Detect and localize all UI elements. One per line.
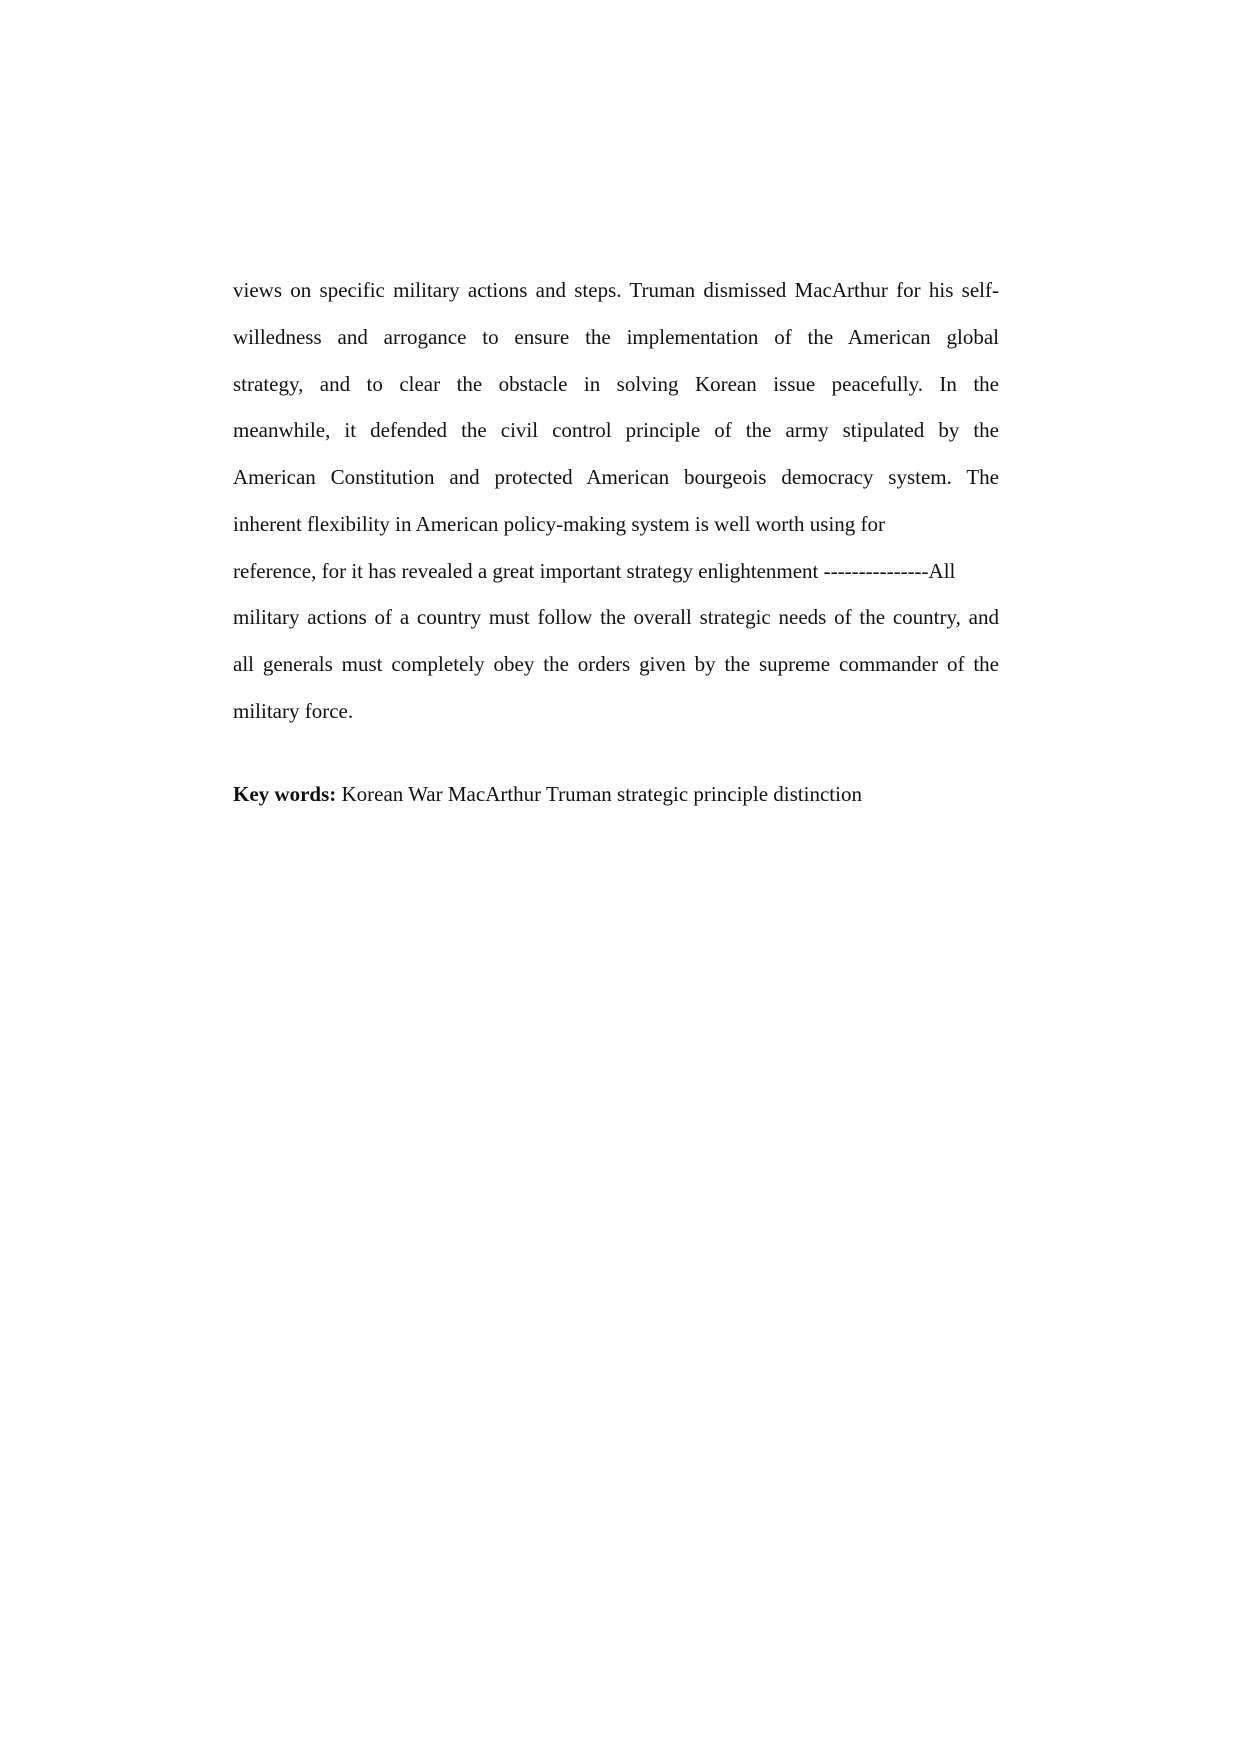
paragraph-line: willedness and arrogance to ensure the implementation of the American global: [233, 324, 999, 349]
paragraph-line: all generals must completely obey the orders given by the supreme commander of the: [233, 652, 999, 676]
paragraph-line: American Constitution and protected American bourgeois democracy system. The: [233, 465, 999, 489]
paragraph-line: military force.: [233, 698, 354, 723]
paragraph-line: inherent flexibility in American policy-making system is well worth using for: [233, 511, 886, 536]
keywords-text: Korean War MacArthur Truman strategic principle distinction: [336, 782, 862, 806]
abstract-paragraph: [233, 272, 999, 740]
paragraph-line: strategy, and to clear the obstacle in solving Korean issue peacefully. In the: [233, 371, 999, 396]
paragraph-line: reference, for it has revealed a great important strategy enlightenment ---------------All: [233, 558, 956, 583]
keywords-label: Key words:: [233, 782, 337, 806]
paragraph-line: views on specific military actions and steps. Truman dismissed MacArthur for his self-: [233, 278, 999, 302]
paragraph-line: military actions of a country must follow the overall strategic needs of the country, and: [233, 605, 999, 630]
keywords-line: [233, 776, 999, 812]
paragraph-line: meanwhile, it defended the civil control principle of the army stipulated by the: [233, 418, 999, 443]
